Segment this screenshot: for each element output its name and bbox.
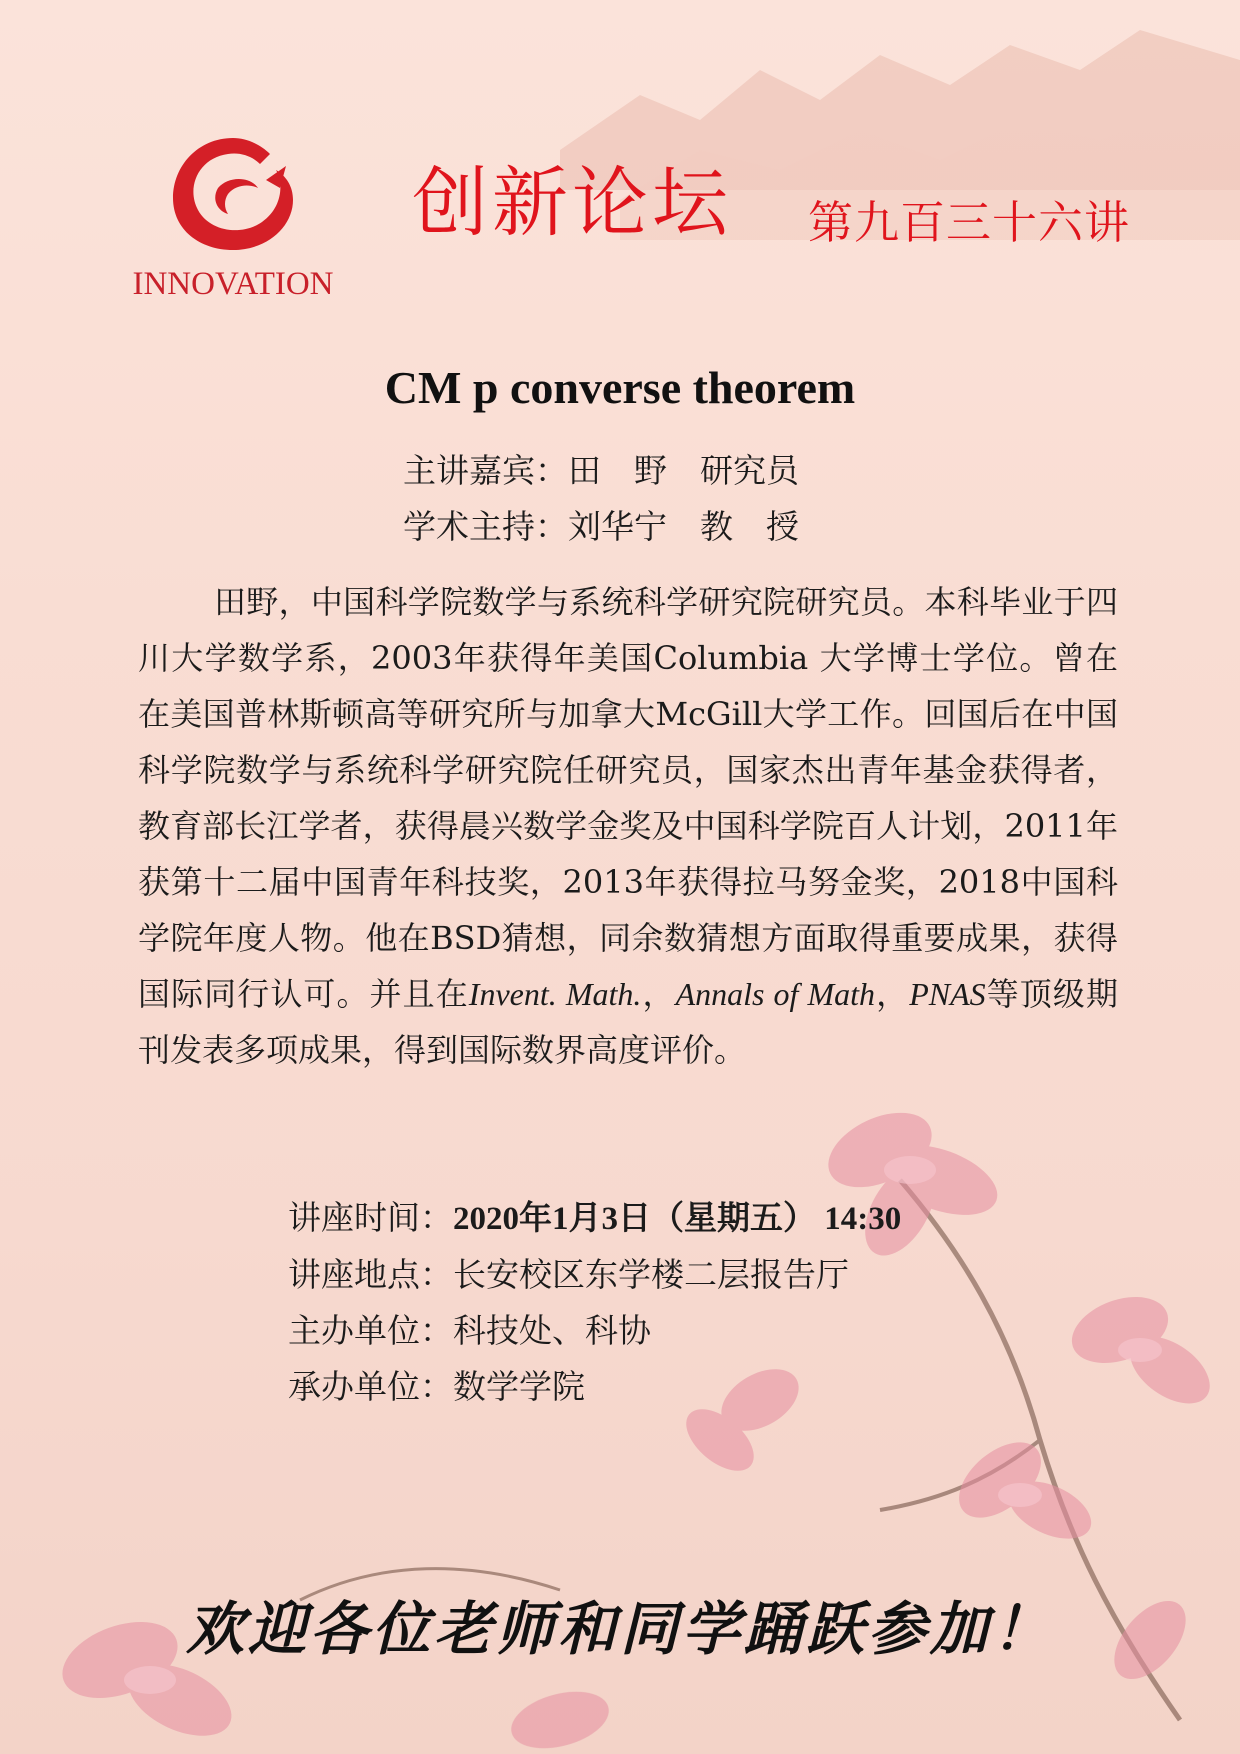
journal-pnas: PNAS [909, 976, 986, 1012]
undertaker-row [288, 1359, 901, 1415]
forum-title: 创新论坛 [412, 158, 732, 247]
organizer-row [288, 1303, 901, 1359]
place-label: 讲座地点： [288, 1255, 453, 1294]
organizer-label: 主办单位： [288, 1311, 453, 1350]
bio-separator-1: ， [641, 975, 676, 1013]
speaker-row [403, 443, 799, 499]
journal-invent-math: Invent. Math. [468, 976, 642, 1012]
organizer-value: 科技处、科协 [453, 1311, 651, 1350]
time-value: 2020年1月3日（星期五） 14:30 [453, 1201, 902, 1237]
speaker-value: 田 野 研究员 [568, 451, 799, 490]
time-row [288, 1190, 901, 1247]
innovation-logo [118, 128, 348, 308]
host-row [403, 499, 799, 555]
lecture-details [288, 1190, 901, 1415]
logo-text: INNOVATION [132, 266, 334, 302]
host-value: 刘华宁 教 授 [568, 507, 799, 546]
welcome-message: 欢迎各位老师和同学踊跃参加！ [185, 1595, 1054, 1663]
talk-title: CM p converse theorem [384, 362, 856, 413]
innovation-swirl-icon [158, 128, 308, 258]
place-value: 长安校区东学楼二层报告厅 [453, 1255, 849, 1294]
undertaker-value: 数学学院 [453, 1367, 585, 1406]
undertaker-label: 承办单位： [288, 1367, 453, 1406]
lecture-number: 第九百三十六讲 [808, 196, 1131, 249]
place-row [288, 1247, 901, 1303]
bio-text-part2: 等顶级期刊发表多项成果，得到国际数界高度评价。 [138, 975, 1118, 1069]
bio-text-part1: 田野，中国科学院数学与系统科学研究院研究员。本科毕业于四川大学数学系，2003年获得年美国Columbia 大学博士学位。曾在在美国普林斯顿高等研究所与加拿大McGill大学工作。回国后在中国科学院数学与系统科学研究院任研究员，国家杰出青年基金获得者，教育部长江学者，获得晨兴数学金奖及中国科学院百人计划，2011年获第十二届中国青年科技奖，2013年获得拉马努金奖，2018中国科学院年度人物。他在BSD猜想，同余数猜想方面取得重要成果，获得国际同行认可。并且在 [138, 583, 1118, 1013]
speaker-bio [138, 574, 1118, 1078]
bio-separator-2: ， [875, 975, 910, 1013]
journal-annals-of-math: Annals of Math [675, 976, 876, 1012]
time-label: 讲座时间： [288, 1198, 453, 1237]
host-label: 学术主持： [403, 507, 568, 546]
speaker-label: 主讲嘉宾： [403, 451, 568, 490]
people-block [403, 443, 799, 555]
